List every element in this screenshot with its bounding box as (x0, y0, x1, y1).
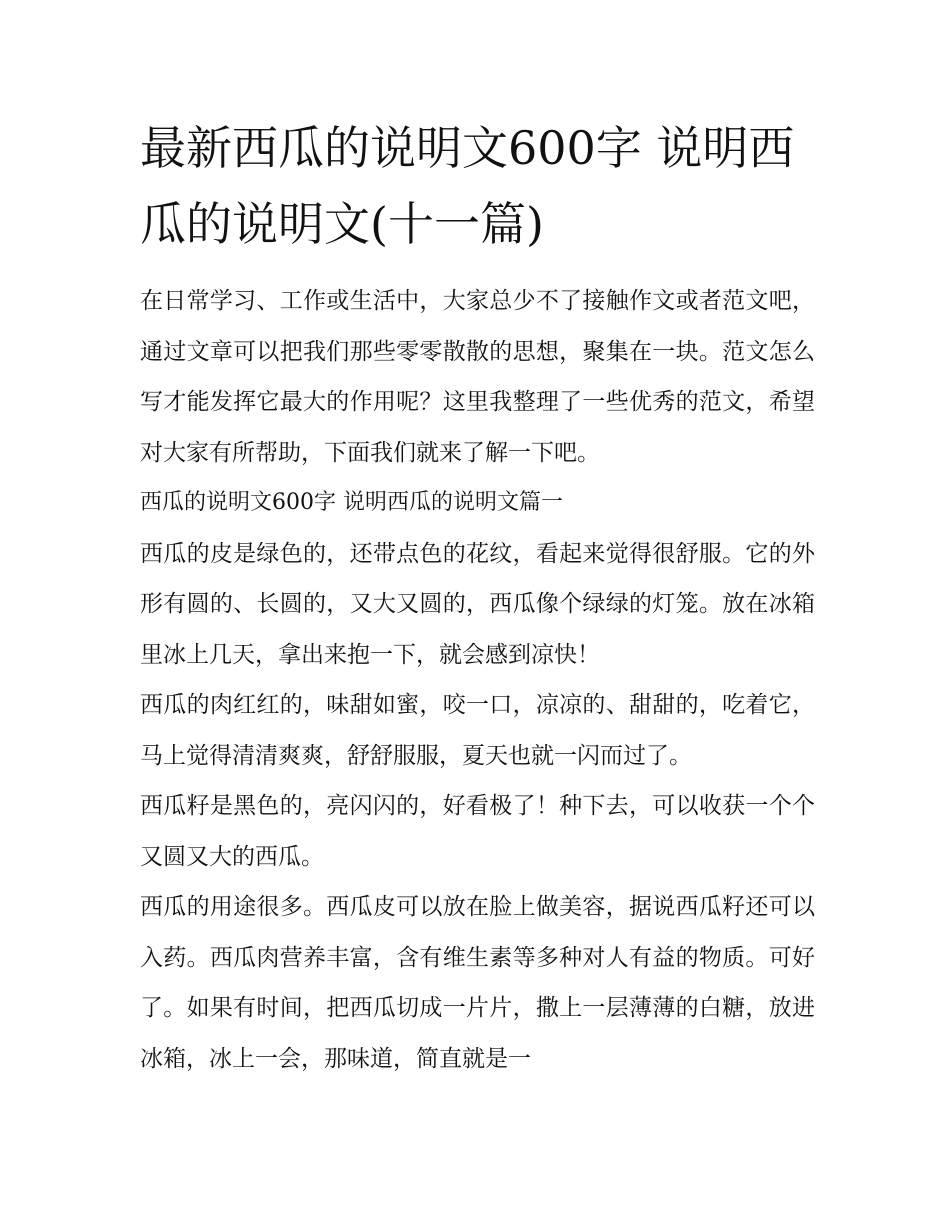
document-title: 最新西瓜的说明文600字 说明西瓜的说明文(十一篇) (140, 121, 795, 251)
section-heading: 西瓜的说明文600字 说明西瓜的说明文篇一 (140, 490, 563, 515)
document-page (140, 110, 815, 1084)
intro-paragraph: 在日常学习、工作或生活中，大家总少不了接触作文或者范文吧，通过文章可以把我们那些零零散散的思想，聚集在一块。范文怎么写才能发挥它最大的作用呢？这里我整理了一些优秀的范文，希望对大家有所帮助，下面我们就来了解一下吧。 (140, 288, 815, 466)
body-paragraph-uses: 西瓜的用途很多。西瓜皮可以放在脸上做美容，据说西瓜籽还可以入药。西瓜肉营养丰富，含有维生素等多种对人有益的物质。可好了。如果有时间，把西瓜切成一片片，撒上一层薄薄的白糖，放进冰箱，冰上一会，那味道，简直就是一 (140, 894, 815, 1072)
body-paragraph-flesh: 西瓜的肉红红的，味甜如蜜，咬一口，凉凉的、甜甜的，吃着它，马上觉得清清爽爽，舒舒服服，夏天也就一闪而过了。 (140, 692, 815, 769)
body-paragraph-seeds: 西瓜籽是黑色的，亮闪闪的，好看极了！种下去，可以收获一个个又圆又大的西瓜。 (140, 793, 815, 870)
body-paragraph-skin: 西瓜的皮是绿色的，还带点色的花纹，看起来觉得很舒服。它的外形有圆的、长圆的，又大又圆的，西瓜像个绿绿的灯笼。放在冰箱里冰上几天，拿出来抱一下，就会感到凉快！ (140, 540, 815, 668)
